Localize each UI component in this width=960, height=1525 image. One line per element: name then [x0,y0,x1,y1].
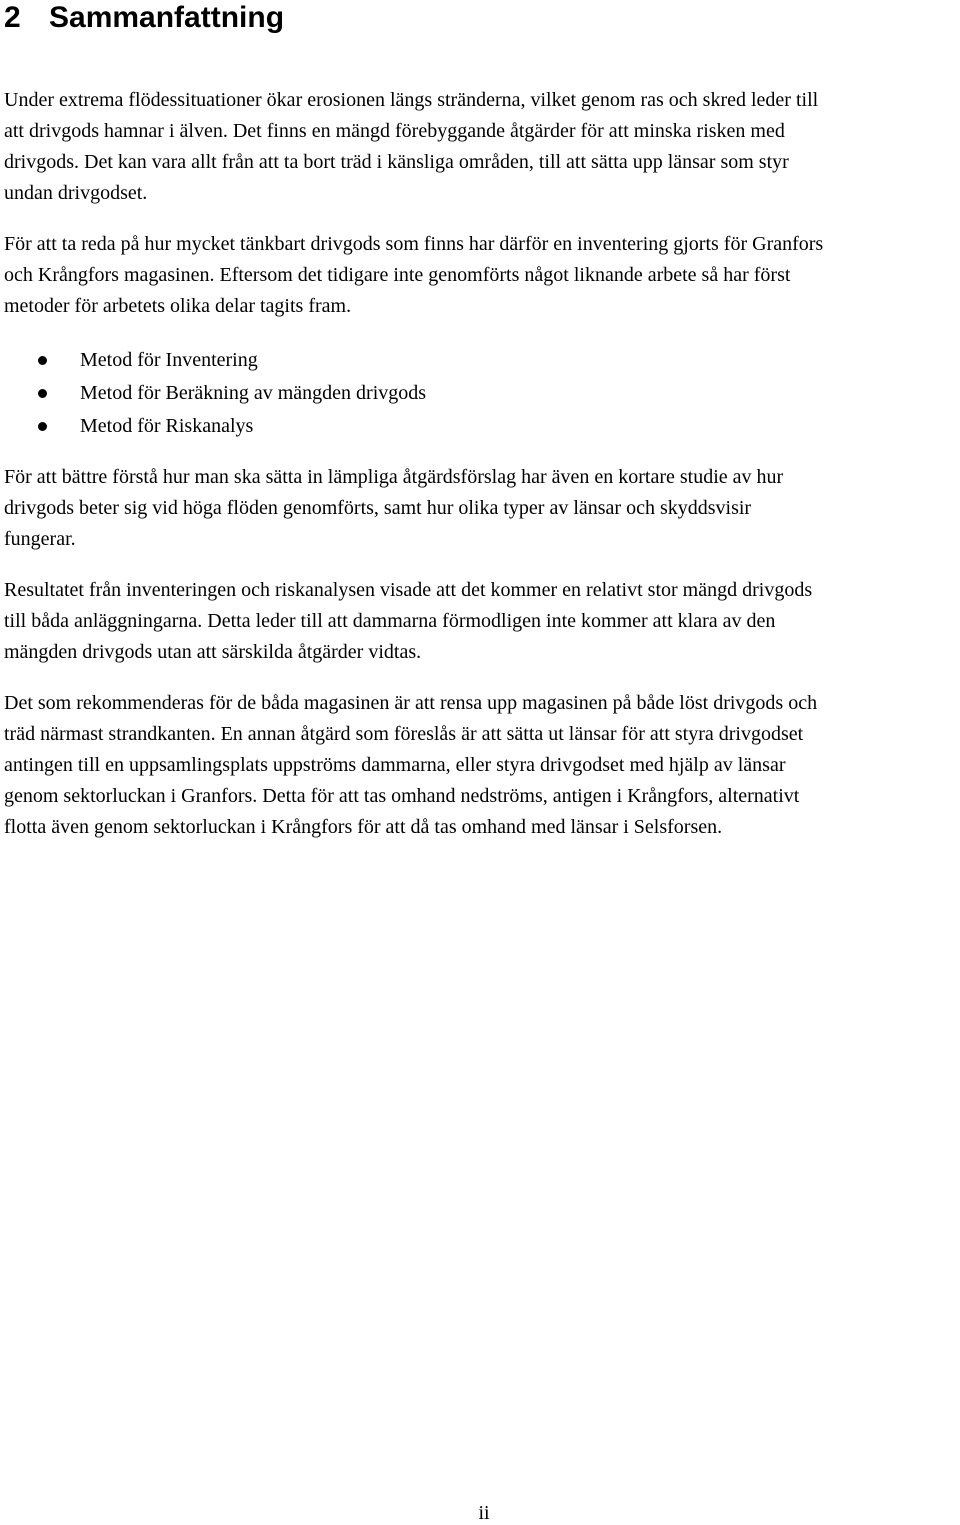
text-line: För att bättre förstå hur man ska sätta in lämpliga åtgärdsförslag har även en kortare studie av hur [4,466,784,488]
paragraph-study [4,462,960,555]
text-line: Under extrema flödessituationer ökar erosionen längs stränderna, vilket genom ras och skred leder till [4,89,819,111]
list-item [0,377,426,410]
bullet-icon [38,422,47,431]
text-line: genom sektorluckan i Granfors. Detta för att tas omhand nedströms, antigen i Krångfors, alternativt [4,785,800,807]
section-title: Sammanfattning [49,1,285,34]
text-line: drivgods beter sig vid höga flöden genomförts, samt hur olika typer av länsar och skyddsvisir [4,497,752,519]
text-line: antingen till en uppsamlingsplats uppströms dammarna, eller styra drivgodset med hjälp av länsar [4,754,786,776]
section-heading [4,0,284,36]
list-item [0,344,426,377]
text-line: fungerar. [4,528,76,550]
text-line: undan drivgodset. [4,182,148,204]
list-item-text: Metod för Inventering [80,349,258,371]
page-number: ii [478,1502,490,1524]
text-line: För att ta reda på hur mycket tänkbart drivgods som finns har därför en inventering gjorts för Granfors [4,233,824,255]
paragraph-inventory [4,229,960,322]
text-line: drivgods. Det kan vara allt från att ta bort träd i känsliga områden, till att sätta upp länsar som styr [4,151,789,173]
list-item [0,410,426,443]
text-line: mängden drivgods utan att särskilda åtgärder vidtas. [4,641,422,663]
text-line: till båda anläggningarna. Detta leder till att dammarna förmodligen inte kommer att klara av den [4,610,776,632]
paragraph-intro [4,85,960,209]
list-item-text: Metod för Riskanalys [80,415,254,437]
text-line: Det som rekommenderas för de båda magasinen är att rensa upp magasinen på både löst drivgods och [4,692,818,714]
section-number: 2 [4,1,21,34]
paragraph-recommendations [4,688,960,843]
text-line: metoder för arbetets olika delar tagits fram. [4,295,352,317]
bullet-icon [38,389,47,398]
text-line: och Krångfors magasinen. Eftersom det tidigare inte genomförts något liknande arbete så har först [4,264,791,286]
paragraph-results [4,575,960,668]
method-list [0,344,426,443]
bullet-icon [38,356,47,365]
text-line: Resultatet från inventeringen och riskanalysen visade att det kommer en relativt stor mängd drivgods [4,579,813,601]
text-line: flotta även genom sektorluckan i Krångfors för att då tas omhand med länsar i Selsforsen. [4,816,723,838]
list-item-text: Metod för Beräkning av mängden drivgods [80,382,427,404]
text-line: att drivgods hamnar i älven. Det finns en mängd förebyggande åtgärder för att minska risken med [4,120,785,142]
text-line: träd närmast strandkanten. En annan åtgärd som föreslås är att sätta ut länsar för att styra drivgodset [4,723,804,745]
